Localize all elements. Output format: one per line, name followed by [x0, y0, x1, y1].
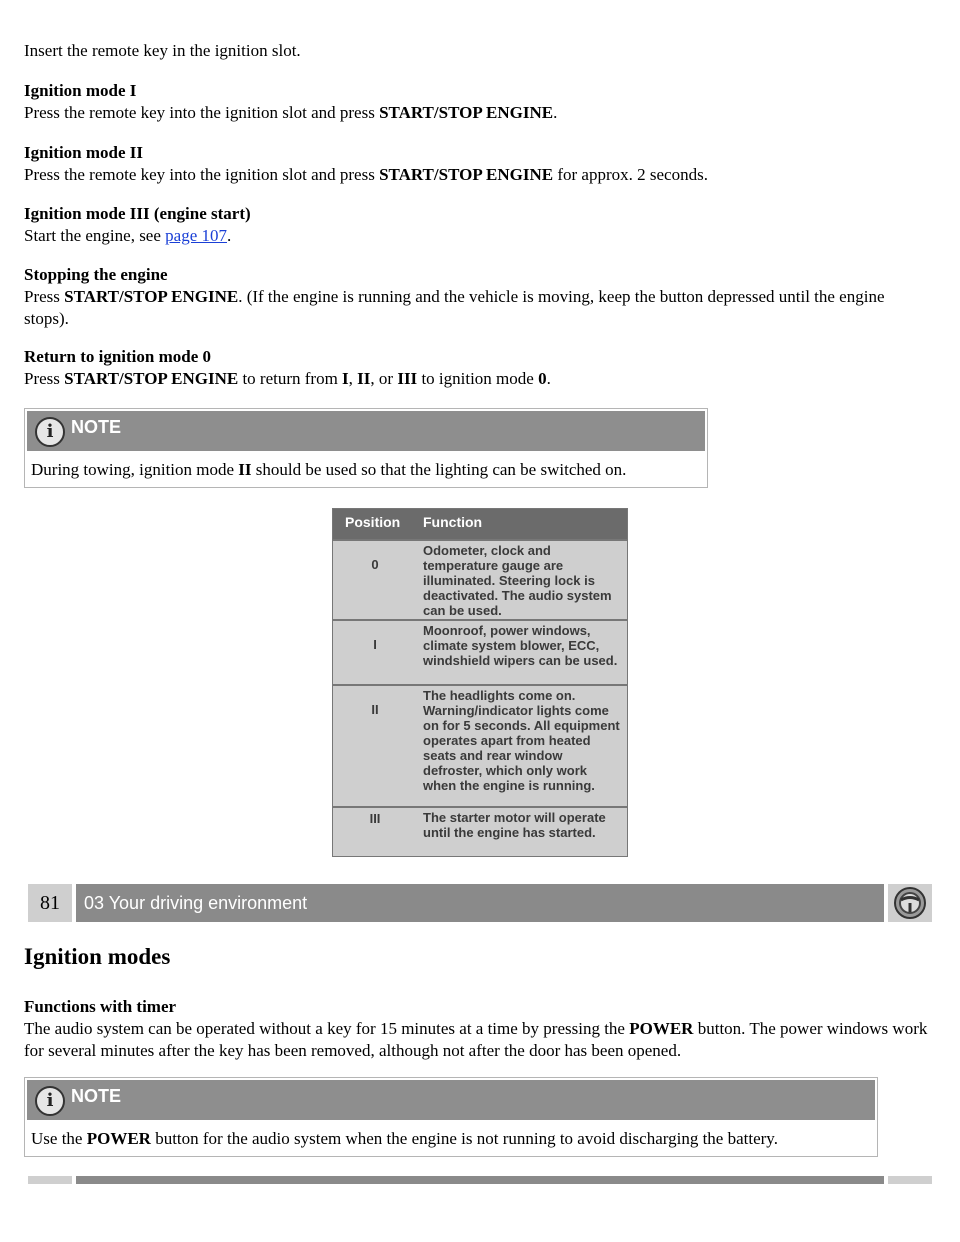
- function-cell: The starter motor will operate until the engine has started.: [423, 810, 606, 840]
- note-header: [27, 411, 705, 451]
- section-title: 03 Your driving environment: [76, 884, 884, 922]
- function-cell: Odometer, clock and temperature gauge are illuminated. Steering lock is deactivated. The audio system can be used.: [423, 543, 612, 618]
- ignition-function-table: [332, 508, 628, 857]
- position-cell: 0: [371, 557, 379, 572]
- section-timer: [24, 996, 936, 1062]
- note-box-towing: [24, 408, 708, 488]
- section-heading: Ignition mode II: [24, 143, 144, 162]
- brand-logo-icon: [888, 884, 932, 922]
- table-row: [333, 684, 627, 806]
- note-title: NOTE: [71, 1086, 122, 1106]
- info-icon: i: [35, 1086, 65, 1116]
- section-body: Start the engine, see page 107.: [24, 226, 232, 245]
- note-box-power: [24, 1077, 878, 1157]
- position-cell: I: [373, 637, 377, 652]
- footer-rule-middle: [76, 1176, 884, 1184]
- function-cell: The headlights come on. Warning/indicator lights come on for 5 seconds. All equipment operates apart from heated seats and rear window defroster, which only work when the engine is running.: [423, 688, 620, 793]
- footer-rule-left: [28, 1176, 72, 1184]
- section-body: Press the remote key into the ignition slot and press START/STOP ENGINE.: [24, 103, 558, 122]
- function-cell: Moonroof, power windows, climate system blower, ECC, windshield wipers can be used.: [423, 623, 618, 668]
- table-row: [333, 806, 627, 856]
- section-heading: Return to ignition mode 0: [24, 347, 211, 366]
- position-cell: II: [371, 702, 379, 717]
- section-body: The audio system can be operated without a key for 15 minutes at a time by pressing the POWER button. The power windows work for several minutes after the key has been removed, although not after the door has been opened.: [24, 1019, 928, 1060]
- section-heading: Ignition mode I: [24, 81, 137, 100]
- table-row: [333, 619, 627, 684]
- note-text: During towing, ignition mode II should be used so that the lighting can be switched on.: [31, 460, 627, 479]
- section-mode-2: [24, 142, 924, 186]
- section-body: Press START/STOP ENGINE. (If the engine is running and the vehicle is moving, keep the button depressed until the engine stops).: [24, 287, 885, 328]
- page-title: Ignition modes: [24, 944, 171, 969]
- section-heading: Functions with timer: [24, 997, 177, 1016]
- section-mode-3: [24, 203, 924, 247]
- page-number: 81: [28, 884, 72, 922]
- note-header: [27, 1080, 875, 1120]
- section-bar: [28, 884, 932, 922]
- column-header-position: Position: [345, 514, 401, 530]
- note-text: Use the POWER button for the audio system when the engine is not running to avoid discharging the battery.: [31, 1129, 778, 1148]
- position-cell: III: [369, 811, 381, 826]
- section-body: Press the remote key into the ignition slot and press START/STOP ENGINE for approx. 2 seconds.: [24, 165, 708, 184]
- section-mode-1: [24, 80, 924, 124]
- section-return: [24, 346, 924, 390]
- intro-text: Insert the remote key in the ignition slot.: [24, 41, 301, 60]
- section-heading: Ignition mode III (engine start): [24, 204, 251, 223]
- table-row: [333, 539, 627, 619]
- table-header: [333, 509, 627, 539]
- section-heading: Stopping the engine: [24, 265, 168, 284]
- column-header-function: Function: [423, 514, 483, 530]
- section-stopping: [24, 264, 924, 330]
- page-107-link[interactable]: page 107: [165, 226, 227, 245]
- info-icon: i: [35, 417, 65, 447]
- footer-rule-right: [888, 1176, 932, 1184]
- section-body: Press START/STOP ENGINE to return from I, II, or III to ignition mode 0.: [24, 369, 551, 388]
- note-title: NOTE: [71, 417, 122, 437]
